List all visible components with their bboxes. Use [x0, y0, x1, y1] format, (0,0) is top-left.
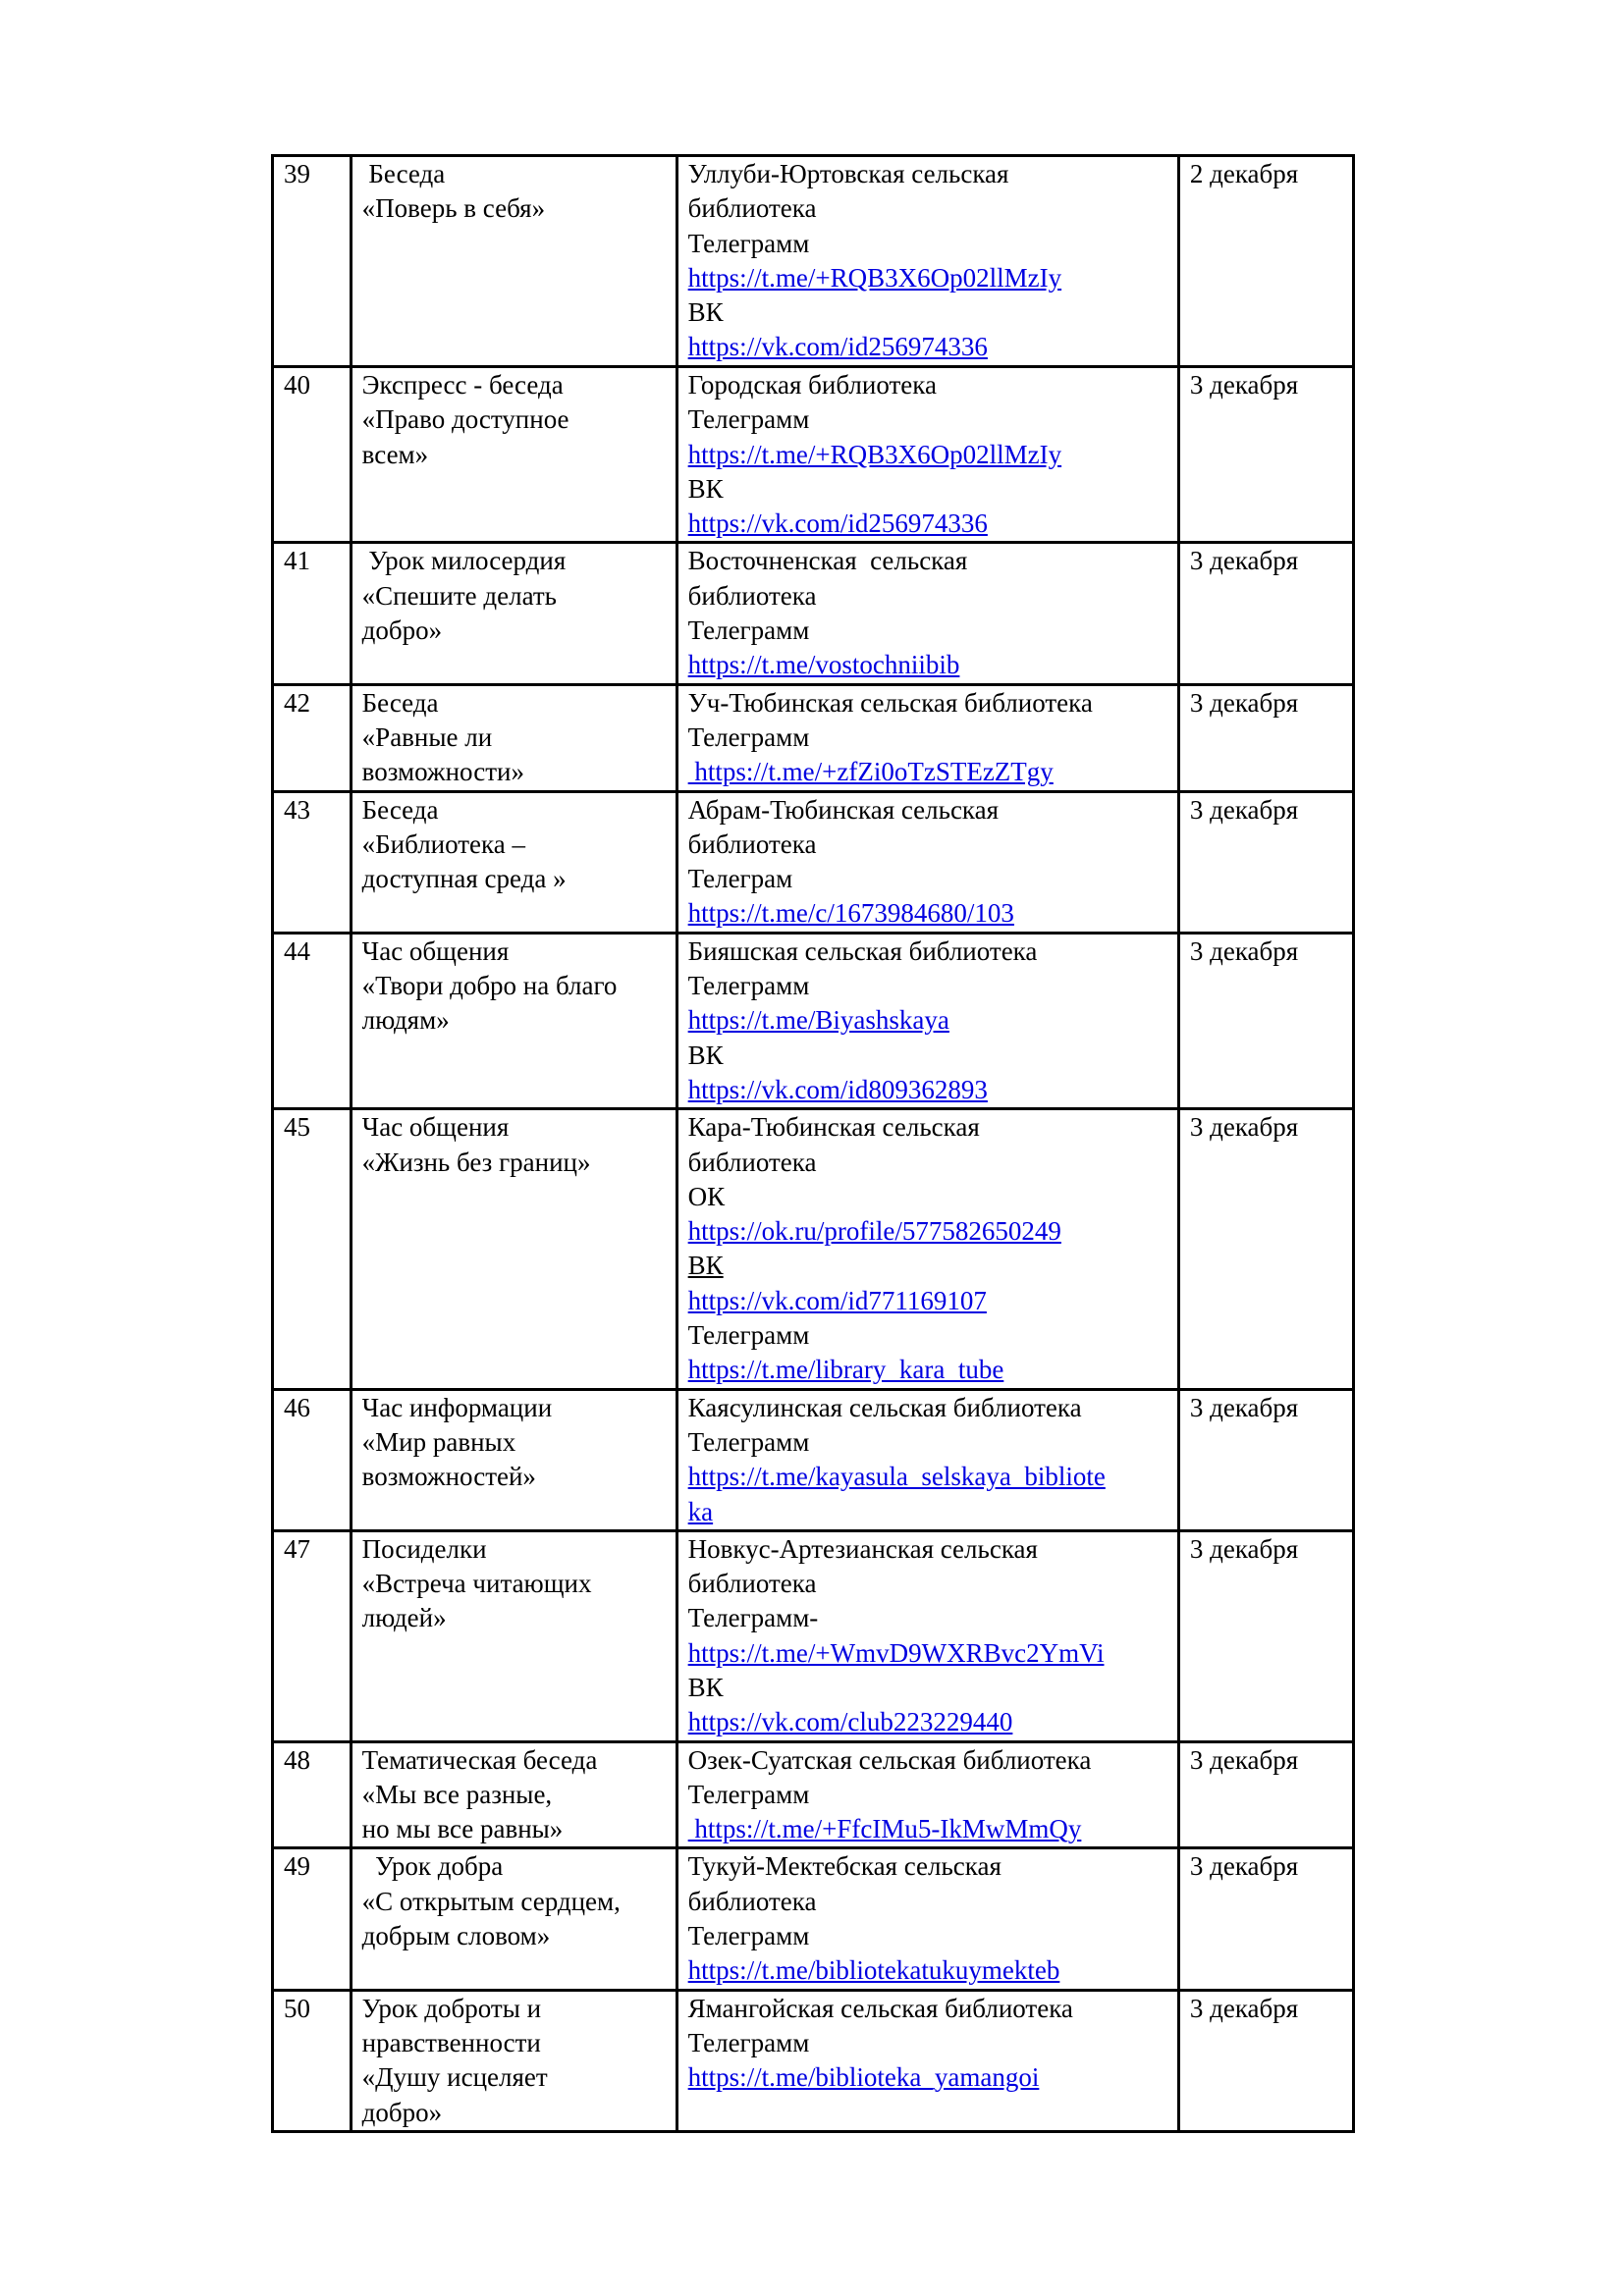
- library-name: Уллуби-Юртовская сельская: [687, 159, 1009, 188]
- event-title-cell: [351, 156, 677, 367]
- event-title-cell: [351, 933, 677, 1108]
- event-title-cell: [351, 791, 677, 933]
- library-cell: [677, 367, 1178, 543]
- event-title-line: «Равные ли: [361, 721, 493, 752]
- event-title-line: «Спешите делать: [361, 580, 557, 611]
- library-cell: [677, 1530, 1178, 1741]
- row-number: 46: [273, 1389, 352, 1530]
- event-title-line: Экспресс - беседа: [361, 370, 564, 400]
- event-title-line: всем»: [361, 439, 429, 469]
- library-name: Каясулинская сельская библиотека: [687, 1392, 1082, 1422]
- event-title-line: но мы все равны»: [361, 1814, 564, 1844]
- table-row: [273, 684, 1354, 791]
- event-title-cell: [351, 1389, 677, 1530]
- event-title-cell: [351, 1848, 677, 1990]
- library-name: Уч-Тюбинская сельская библиотека: [687, 687, 1093, 718]
- row-number: 41: [273, 543, 352, 684]
- event-title-cell: [351, 1741, 677, 1848]
- event-title-line: возможности»: [361, 757, 524, 787]
- event-date: 2 декабря: [1178, 156, 1353, 367]
- row-number: 44: [273, 933, 352, 1108]
- library-info-line: Телеграмм: [687, 615, 810, 646]
- event-date: 3 декабря: [1178, 684, 1353, 791]
- library-info-line: ВК: [687, 1040, 724, 1070]
- library-name: Озек-Суатская сельская библиотека: [687, 1744, 1092, 1775]
- event-title-line: «Встреча читающих: [361, 1569, 592, 1599]
- table-row: [273, 1389, 1354, 1530]
- event-title-line: добрым словом»: [361, 1921, 551, 1951]
- event-title-line: Час общения: [361, 935, 510, 966]
- social-link[interactable]: https://t.me/Biyashskaya: [687, 1005, 949, 1036]
- event-date: 3 декабря: [1178, 1109, 1353, 1389]
- library-info-line: ВК: [687, 473, 724, 504]
- library-info-line: Телеграмм-: [687, 1603, 819, 1633]
- table-row: [273, 933, 1354, 1108]
- library-name: Ямангойская сельская библиотека: [687, 1993, 1073, 2023]
- event-date: 3 декабря: [1178, 1530, 1353, 1741]
- library-info-line: ВК: [687, 297, 724, 328]
- event-title-cell: [351, 543, 677, 684]
- social-link[interactable]: https://vk.com/id256974336: [687, 332, 988, 362]
- event-date: 3 декабря: [1178, 1741, 1353, 1848]
- event-date: 3 декабря: [1178, 791, 1353, 933]
- library-info-line: библиотека: [687, 580, 817, 611]
- table-row: [273, 1530, 1354, 1741]
- library-info-line: Телеграмм: [687, 228, 810, 258]
- row-number: 45: [273, 1109, 352, 1389]
- social-link[interactable]: https://t.me/+zfZi0oTzSTEzZTgy: [687, 757, 1054, 787]
- event-title-cell: [351, 367, 677, 543]
- social-link[interactable]: https://t.me/biblioteka_yamangoi: [687, 2062, 1040, 2093]
- social-link[interactable]: https://t.me/library_kara_tube: [687, 1355, 1004, 1385]
- social-link[interactable]: https://vk.com/id809362893: [687, 1074, 988, 1104]
- event-title-line: Час информации: [361, 1392, 553, 1422]
- event-title-line: нравственности: [361, 2027, 541, 2057]
- events-table-body: [273, 156, 1354, 2132]
- event-title-line: «Мы все разные,: [361, 1779, 553, 1809]
- event-title-cell: [351, 1109, 677, 1389]
- library-name: Кара-Тюбинская сельская: [687, 1112, 980, 1143]
- social-link[interactable]: https://t.me/+FfcIMu5-IkMwMmQy: [687, 1814, 1082, 1844]
- event-title-line: добро»: [361, 615, 443, 646]
- social-link[interactable]: https://ok.ru/profile/577582650249: [687, 1216, 1061, 1247]
- library-name: Абрам-Тюбинская сельская: [687, 794, 1000, 825]
- social-link[interactable]: https://t.me/+WmvD9WXRBvc2YmVi: [687, 1637, 1105, 1668]
- row-number: 50: [273, 1990, 352, 2131]
- library-cell: [677, 791, 1178, 933]
- event-date: 3 декабря: [1178, 1848, 1353, 1990]
- social-link[interactable]: https://t.me/+RQB3X6Op02llMzIy: [687, 262, 1062, 293]
- library-cell: [677, 1741, 1178, 1848]
- library-name: Восточненская сельская: [687, 546, 968, 576]
- library-name: Новкус-Артезианская сельская: [687, 1533, 1038, 1564]
- row-number: 43: [273, 791, 352, 933]
- row-number: 48: [273, 1741, 352, 1848]
- event-title-line: Урок милосердия: [361, 546, 567, 576]
- event-title-line: Беседа: [361, 687, 439, 718]
- row-number: 49: [273, 1848, 352, 1990]
- library-info-line: Телеграмм: [687, 1426, 810, 1457]
- table-row: [273, 1741, 1354, 1848]
- social-link[interactable]: https://t.me/c/1673984680/103: [687, 898, 1014, 929]
- table-row: [273, 367, 1354, 543]
- table-row: [273, 791, 1354, 933]
- event-title-line: «Жизнь без границ»: [361, 1147, 591, 1177]
- event-title-line: «Душу исцеляет: [361, 2062, 548, 2093]
- library-cell: [677, 1990, 1178, 2131]
- library-name: Тукуй-Мектебская сельская: [687, 1851, 1001, 1882]
- library-info-line: ВК: [687, 1251, 724, 1281]
- library-info-line: библиотека: [687, 1886, 817, 1916]
- social-link[interactable]: https://t.me/kayasula_selskaya_bibliote: [687, 1462, 1106, 1492]
- event-title-line: Урок добра: [361, 1851, 504, 1882]
- event-date: 3 декабря: [1178, 543, 1353, 684]
- event-title-cell: [351, 1530, 677, 1741]
- event-title-line: Посиделки: [361, 1533, 487, 1564]
- library-info-line: Телеграм: [687, 864, 793, 894]
- library-info-line: Телеграмм: [687, 1779, 810, 1809]
- social-link[interactable]: https://vk.com/id256974336: [687, 508, 988, 539]
- event-title-line: возможностей»: [361, 1462, 536, 1492]
- library-info-line: Телеграмм: [687, 971, 810, 1001]
- event-title-line: «Библиотека –: [361, 828, 525, 859]
- row-number: 42: [273, 684, 352, 791]
- table-row: [273, 1990, 1354, 2131]
- events-table: [271, 154, 1355, 2133]
- library-name: Бияшская сельская библиотека: [687, 935, 1038, 966]
- event-title-cell: [351, 1990, 677, 2131]
- library-cell: [677, 1389, 1178, 1530]
- library-info-line: ОК: [687, 1181, 726, 1211]
- library-info-line: библиотека: [687, 1147, 817, 1177]
- table-row: [273, 1848, 1354, 1990]
- library-cell: [677, 156, 1178, 367]
- event-title-line: «Поверь в себя»: [361, 193, 546, 224]
- event-title-line: «С открытым сердцем,: [361, 1886, 621, 1916]
- library-info-line: Телеграмм: [687, 404, 810, 435]
- social-link[interactable]: https://t.me/bibliotekatukuymekteb: [687, 1955, 1060, 1986]
- event-title-line: «Право доступное: [361, 404, 569, 435]
- event-date: 3 декабря: [1178, 1389, 1353, 1530]
- event-date: 3 декабря: [1178, 1990, 1353, 2131]
- social-link[interactable]: ka: [687, 1496, 714, 1526]
- library-info-line: Телеграмм: [687, 721, 810, 752]
- library-info-line: библиотека: [687, 193, 817, 224]
- event-title-line: «Твори добро на благо: [361, 971, 618, 1001]
- library-cell: [677, 933, 1178, 1108]
- event-title-line: доступная среда »: [361, 864, 567, 894]
- event-title-line: Час общения: [361, 1112, 510, 1143]
- event-title-line: «Мир равных: [361, 1426, 516, 1457]
- table-row: [273, 1109, 1354, 1389]
- row-number: 47: [273, 1530, 352, 1741]
- library-info-line: Телеграмм: [687, 1320, 810, 1351]
- library-info-line: Телеграмм: [687, 2027, 810, 2057]
- library-cell: [677, 543, 1178, 684]
- event-title-line: Беседа: [361, 794, 439, 825]
- social-link[interactable]: https://t.me/+RQB3X6Op02llMzIy: [687, 439, 1062, 469]
- event-date: 3 декабря: [1178, 367, 1353, 543]
- event-title-cell: [351, 684, 677, 791]
- library-info-line: библиотека: [687, 828, 817, 859]
- library-name: Городская библиотека: [687, 370, 937, 400]
- library-cell: [677, 1109, 1178, 1389]
- social-link[interactable]: https://vk.com/id771169107: [687, 1285, 987, 1315]
- event-title-line: людям»: [361, 1005, 450, 1036]
- row-number: 40: [273, 367, 352, 543]
- social-link[interactable]: https://t.me/vostochniibib: [687, 650, 960, 680]
- library-cell: [677, 684, 1178, 791]
- library-cell: [677, 1848, 1178, 1990]
- event-title-line: Тематическая беседа: [361, 1744, 598, 1775]
- table-row: [273, 156, 1354, 367]
- row-number: 39: [273, 156, 352, 367]
- social-link[interactable]: https://vk.com/club223229440: [687, 1707, 1013, 1737]
- event-title-line: Беседа: [361, 159, 446, 188]
- library-info-line: ВК: [687, 1672, 724, 1702]
- library-info-line: библиотека: [687, 1569, 817, 1599]
- event-title-line: добро»: [361, 2097, 443, 2127]
- event-date: 3 декабря: [1178, 933, 1353, 1108]
- event-title-line: Урок доброты и: [361, 1993, 542, 2023]
- event-title-line: людей»: [361, 1603, 447, 1633]
- library-info-line: Телеграмм: [687, 1921, 810, 1951]
- table-row: [273, 543, 1354, 684]
